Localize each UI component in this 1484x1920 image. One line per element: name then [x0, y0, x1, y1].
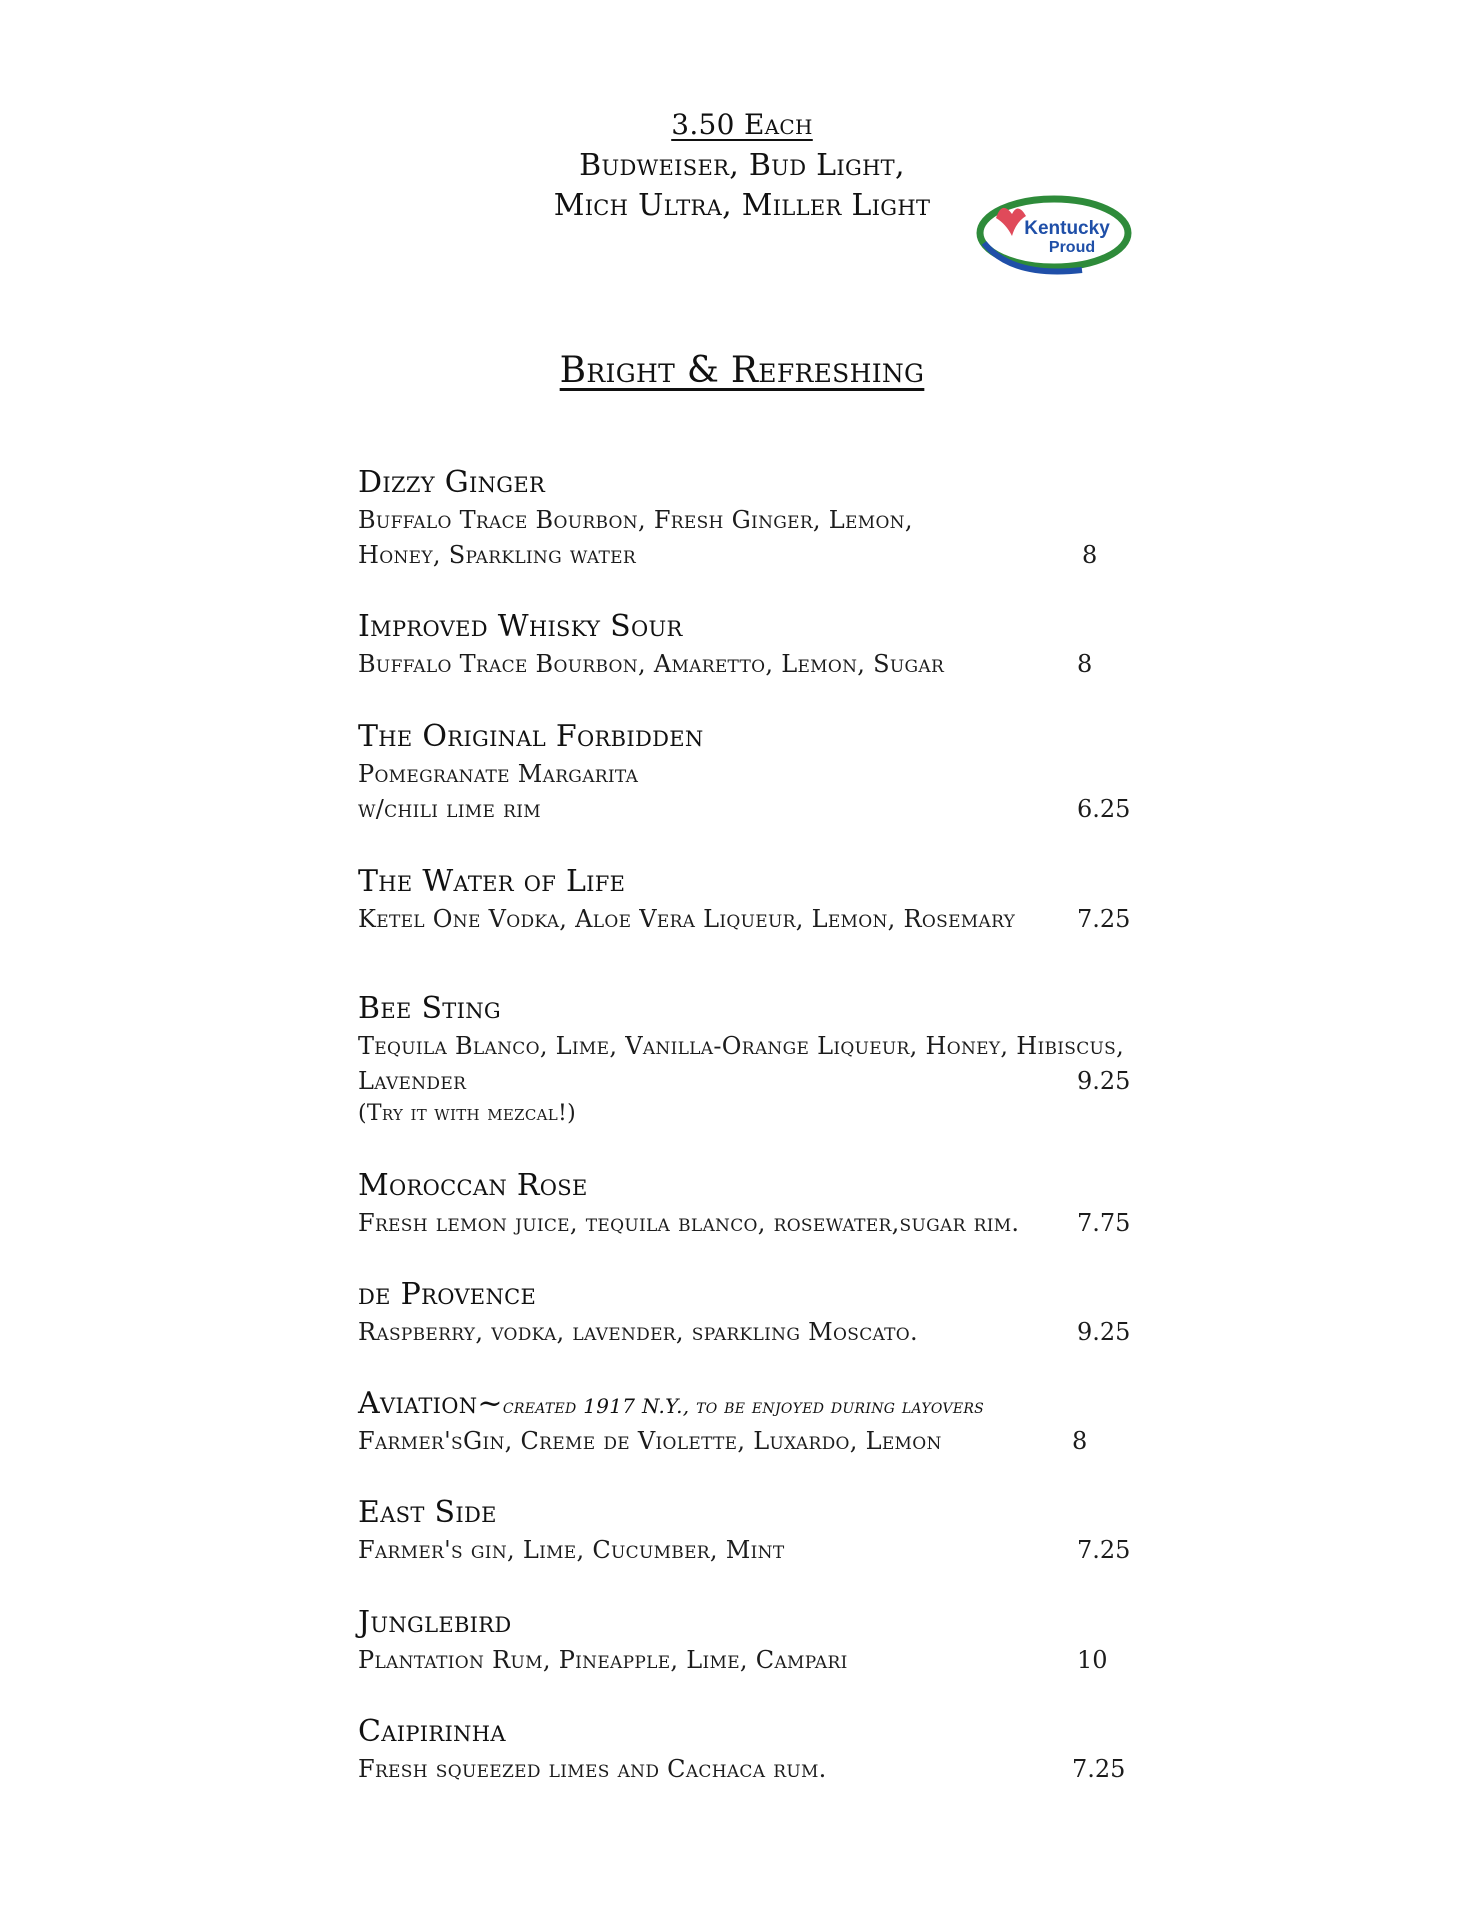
drink-description: Tequila Blanco, Lime, Vanilla-Orange Liqueur, Honey, Hibiscus,: [358, 1032, 1125, 1060]
drink-price: 9.25: [1077, 1318, 1131, 1346]
section-title: Bright & Refreshing: [559, 350, 925, 391]
drink-name: Bee Sting: [358, 991, 501, 1026]
drink-note: (Try it with mezcal!): [358, 1101, 577, 1126]
logo-text-top: Kentucky: [1024, 218, 1110, 239]
drink-title-row: [358, 1386, 984, 1421]
drink-history-note: created 1917 N.Y., to be enjoyed during layovers: [502, 1394, 985, 1418]
beer-list-line-2: Mich Ultra, Miller Light: [553, 188, 931, 223]
drink-name: Junglebird: [358, 1605, 512, 1640]
drink-name: Aviation~: [358, 1386, 503, 1421]
drink-description: Farmer'sGin, Creme de Violette, Luxardo, Lemon: [358, 1427, 942, 1455]
drink-description: Pomegranate Margarita: [358, 760, 639, 788]
drink-description: Plantation Rum, Pineapple, Lime, Campari: [358, 1646, 848, 1674]
drink-price: 7.25: [1072, 1755, 1126, 1783]
drink-description: Farmer's gin, Lime, Cucumber, Mint: [358, 1536, 785, 1564]
drink-price: 7.75: [1077, 1209, 1131, 1237]
drink-description: Fresh squeezed limes and Cachaca rum.: [358, 1755, 827, 1783]
drink-price: 8: [1072, 1427, 1088, 1455]
drink-name: Moroccan Rose: [358, 1168, 588, 1203]
drink-price: 9.25: [1077, 1067, 1131, 1095]
drink-name: Caipirinha: [358, 1714, 506, 1749]
drink-name: Dizzy Ginger: [358, 465, 546, 500]
drink-price: 7.25: [1077, 905, 1131, 933]
bird-icon: [996, 208, 1026, 236]
drink-description: Buffalo Trace Bourbon, Amaretto, Lemon, Sugar: [358, 650, 945, 678]
drink-name: Improved Whisky Sour: [358, 609, 683, 644]
drink-price: 8: [1082, 541, 1098, 569]
drink-description: Raspberry, vodka, lavender, sparkling Moscato.: [358, 1318, 918, 1346]
drink-price: 10: [1077, 1646, 1108, 1674]
drink-description: Buffalo Trace Bourbon, Fresh Ginger, Lemon,: [358, 506, 913, 534]
beer-list-line-1: Budweiser, Bud Light,: [579, 148, 905, 183]
drink-price: 7.25: [1077, 1536, 1131, 1564]
drink-name: East Side: [358, 1495, 497, 1530]
drink-price: 8: [1077, 650, 1093, 678]
drink-name: de Provence: [358, 1277, 537, 1312]
logo-text-bottom: Proud: [1048, 239, 1096, 256]
drink-price: 6.25: [1077, 795, 1131, 823]
drink-description: Ketel One Vodka, Aloe Vera Liqueur, Lemon, Rosemary: [358, 905, 1016, 933]
drink-description: Fresh lemon juice, tequila blanco, rosewater,sugar rim.: [358, 1209, 1020, 1237]
drink-description: Lavender: [358, 1067, 467, 1095]
drink-name: The Water of Life: [358, 864, 626, 899]
drink-description: w/chili lime rim: [358, 795, 541, 823]
drink-name: The Original Forbidden: [358, 719, 704, 754]
beer-price-heading: 3.50 Each: [671, 108, 813, 141]
drink-description: Honey, Sparkling water: [358, 541, 636, 569]
kentucky-proud-logo: [972, 188, 1132, 278]
